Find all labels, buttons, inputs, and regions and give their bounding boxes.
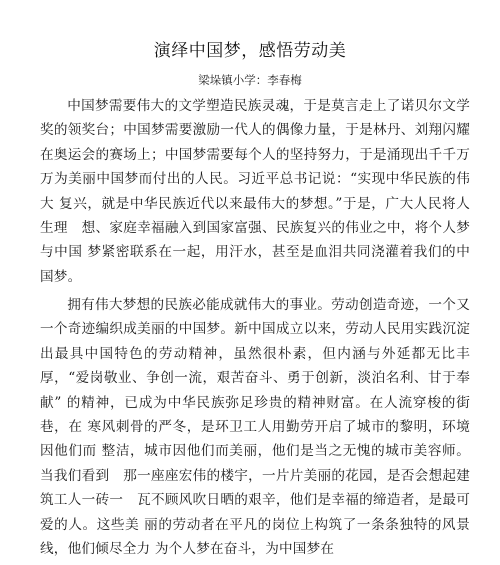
document-title: 演绎中国梦，感悟劳动美 (153, 41, 347, 61)
author-byline: 梁垛镇小学：李春梅 (198, 73, 302, 87)
paragraph-2: 拥有伟大梦想的民族必能成就伟大的事业。劳动创造奇迹，一个又 一个奇迹编织成美丽的中国梦。新中国成立以来，劳动人民用实践沉淀 出最具中国特色的劳动精神，虽然很朴素，但内涵与外延都无比丰厚，“爱岗敬业、争创一流，艰苦奋斗、勇于创新，淡泊名利、甘于奉献” 的精神，已成为中华民族弥足珍贵的精神财富。在人流穿梭的街巷，在 寒风刺骨的严冬，是环卫工人用勤劳开启了城市的黎明，环境因他们而 整洁，城市因他们而美丽，他们是当之无愧的城市美容师。当我们看到 那一座座宏伟的楼宇，一片片美丽的花园，是否会想起建筑工人一砖一 瓦不顾风吹日晒的艰辛，他们是幸福的缔造者，是最可爱的人。这些美 丽的劳动者在平凡的岗位上构筑了一条条独特的风景线，他们倾尽全力 为个人梦在奋斗，为中国梦在 (40, 297, 470, 558)
paragraph-1: 中国梦需要伟大的文学塑造民族灵魂，于是莫言走上了诺贝尔文学 奖的领奖台；中国梦需要激励一代人的偶像力量，于是林丹、刘翔闪耀 在奥运会的赛场上；中国梦需要每个人的坚持努力，于是涌现出千千万 万为美丽中国梦而付出的人民。习近平总书记说：“实现中华民族的伟大 复兴，就是中华民族近代以来最伟大的梦想。”于是，广大人民将人生理 想、家庭幸福融入到国家富强、民族复兴的伟业之中，将个人梦与中国 梦紧密联系在一起，用汗水，甚至是血泪共同浇灌着我们的中国梦。 (40, 98, 484, 285)
